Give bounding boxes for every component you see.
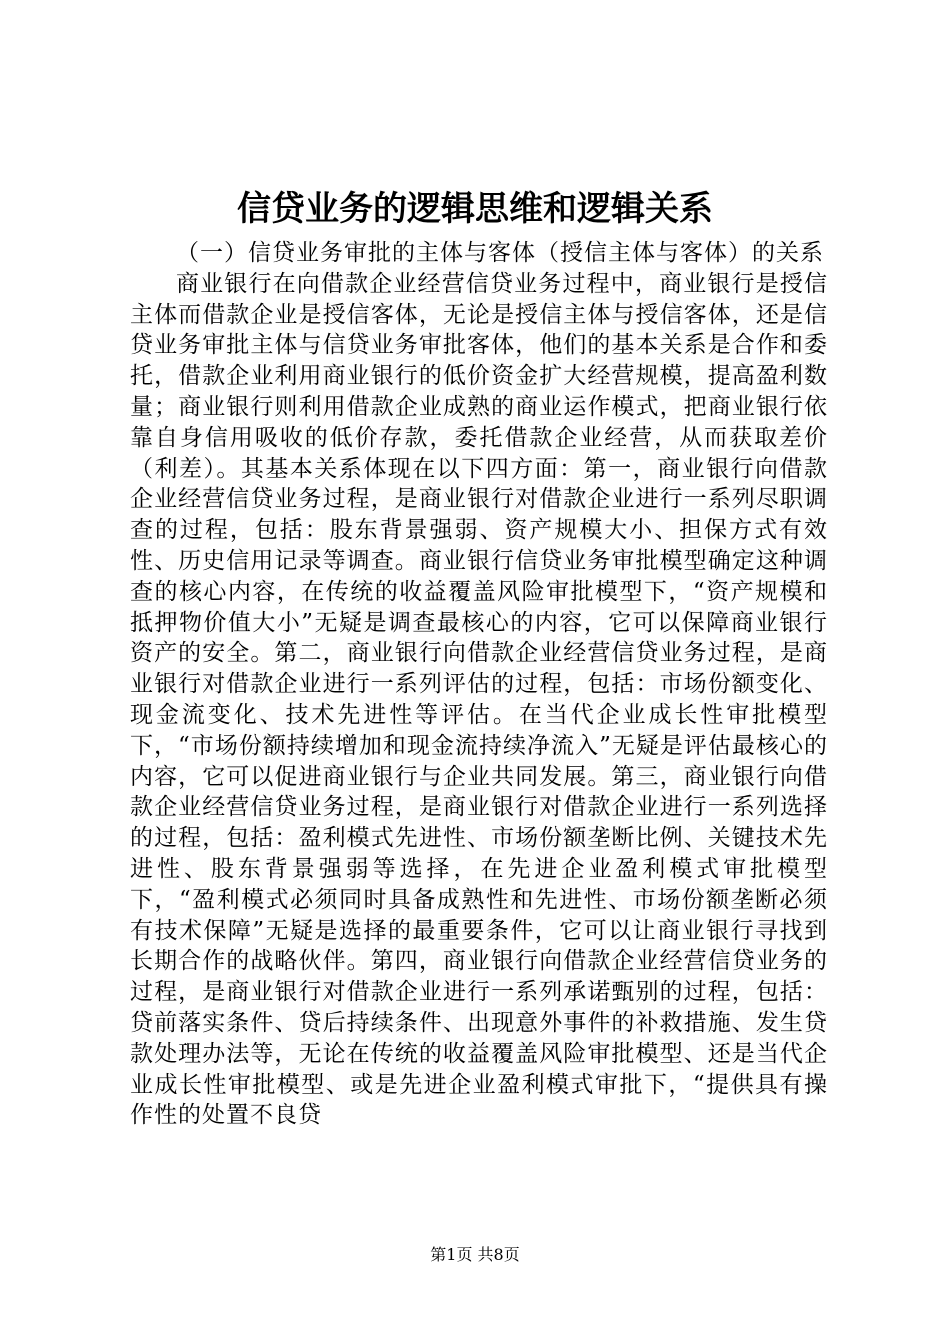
page-number-footer: 第1页 共8页 [430,1245,520,1264]
body-paragraph: 商业银行在向借款企业经营信贷业务过程中，商业银行是授信主体而借款企业是授信客体，无论是授信主体与授信客体，还是信贷业务审批主体与信贷业务审批客体，他们的基本关系是合作和委托，借款企业利用商业银行的低价资金扩大经营规模，提高盈利数量；商业银行则利用借款企业成熟的商业运作模式，把商业银行依靠自身信用吸收的低价存款，委托借款企业经营，从而获取差价（利差）。其基本关系体现在以下四方面：第一，商业银行向借款企业经营信贷业务过程，是商业银行对借款企业进行一系列尽职调查的过程，包括：股东背景强弱、资产规模大小、担保方式有效性、历史信用记录等调查。商业银行信贷业务审批模型确定这种调查的核心内容，在传统的收益覆盖风险审批模型下，“资产规模和抵押物价值大小”无疑是调查最核心的内容，它可以保障商业银行资产的安全。第二，商业银行向借款企业经营信贷业务过程，是商业银行对借款企业进行一系列评估的过程，包括：市场份额变化、现金流变化、技术先进性等评估。在当代企业成长性审批模型下，“市场份额持续增加和现金流持续净流入”无疑是评估最核心的内容，它可以促进商业银行与企业共同发展。第三，商业银行向借款企业经营信贷业务过程，是商业银行对借款企业进行一系列选择的过程，包括：盈利模式先进性、市场份额垄断比例、关键技术先进性、股东背景强弱等选择，在先进企业盈利模式审批模型下，“盈利模式必须同时具备成熟性和先进性、市场份额垄断必须有技术保障”无疑是选择的最重要条件，它可以让商业银行寻找到长期合作的战略伙伴。第四，商业银行向借款企业经营信贷业务的过程，是商业银行对借款企业进行一系列承诺甄别的过程，包括：贷前落实条件、贷后持续条件、出现意外事件的补救措施、发生贷款处理办法等，无论在传统的收益覆盖风险审批模型、还是当代企业成长性审批模型、或是先进企业盈利模式审批下，“提供具有操作性的处置不良贷 [130,270,828,1129]
document-title: 信贷业务的逻辑思维和逻辑关系 [237,189,713,229]
section-heading: （一）信贷业务审批的主体与客体（授信主体与客体）的关系 [176,240,824,266]
document-body [130,238,828,1131]
